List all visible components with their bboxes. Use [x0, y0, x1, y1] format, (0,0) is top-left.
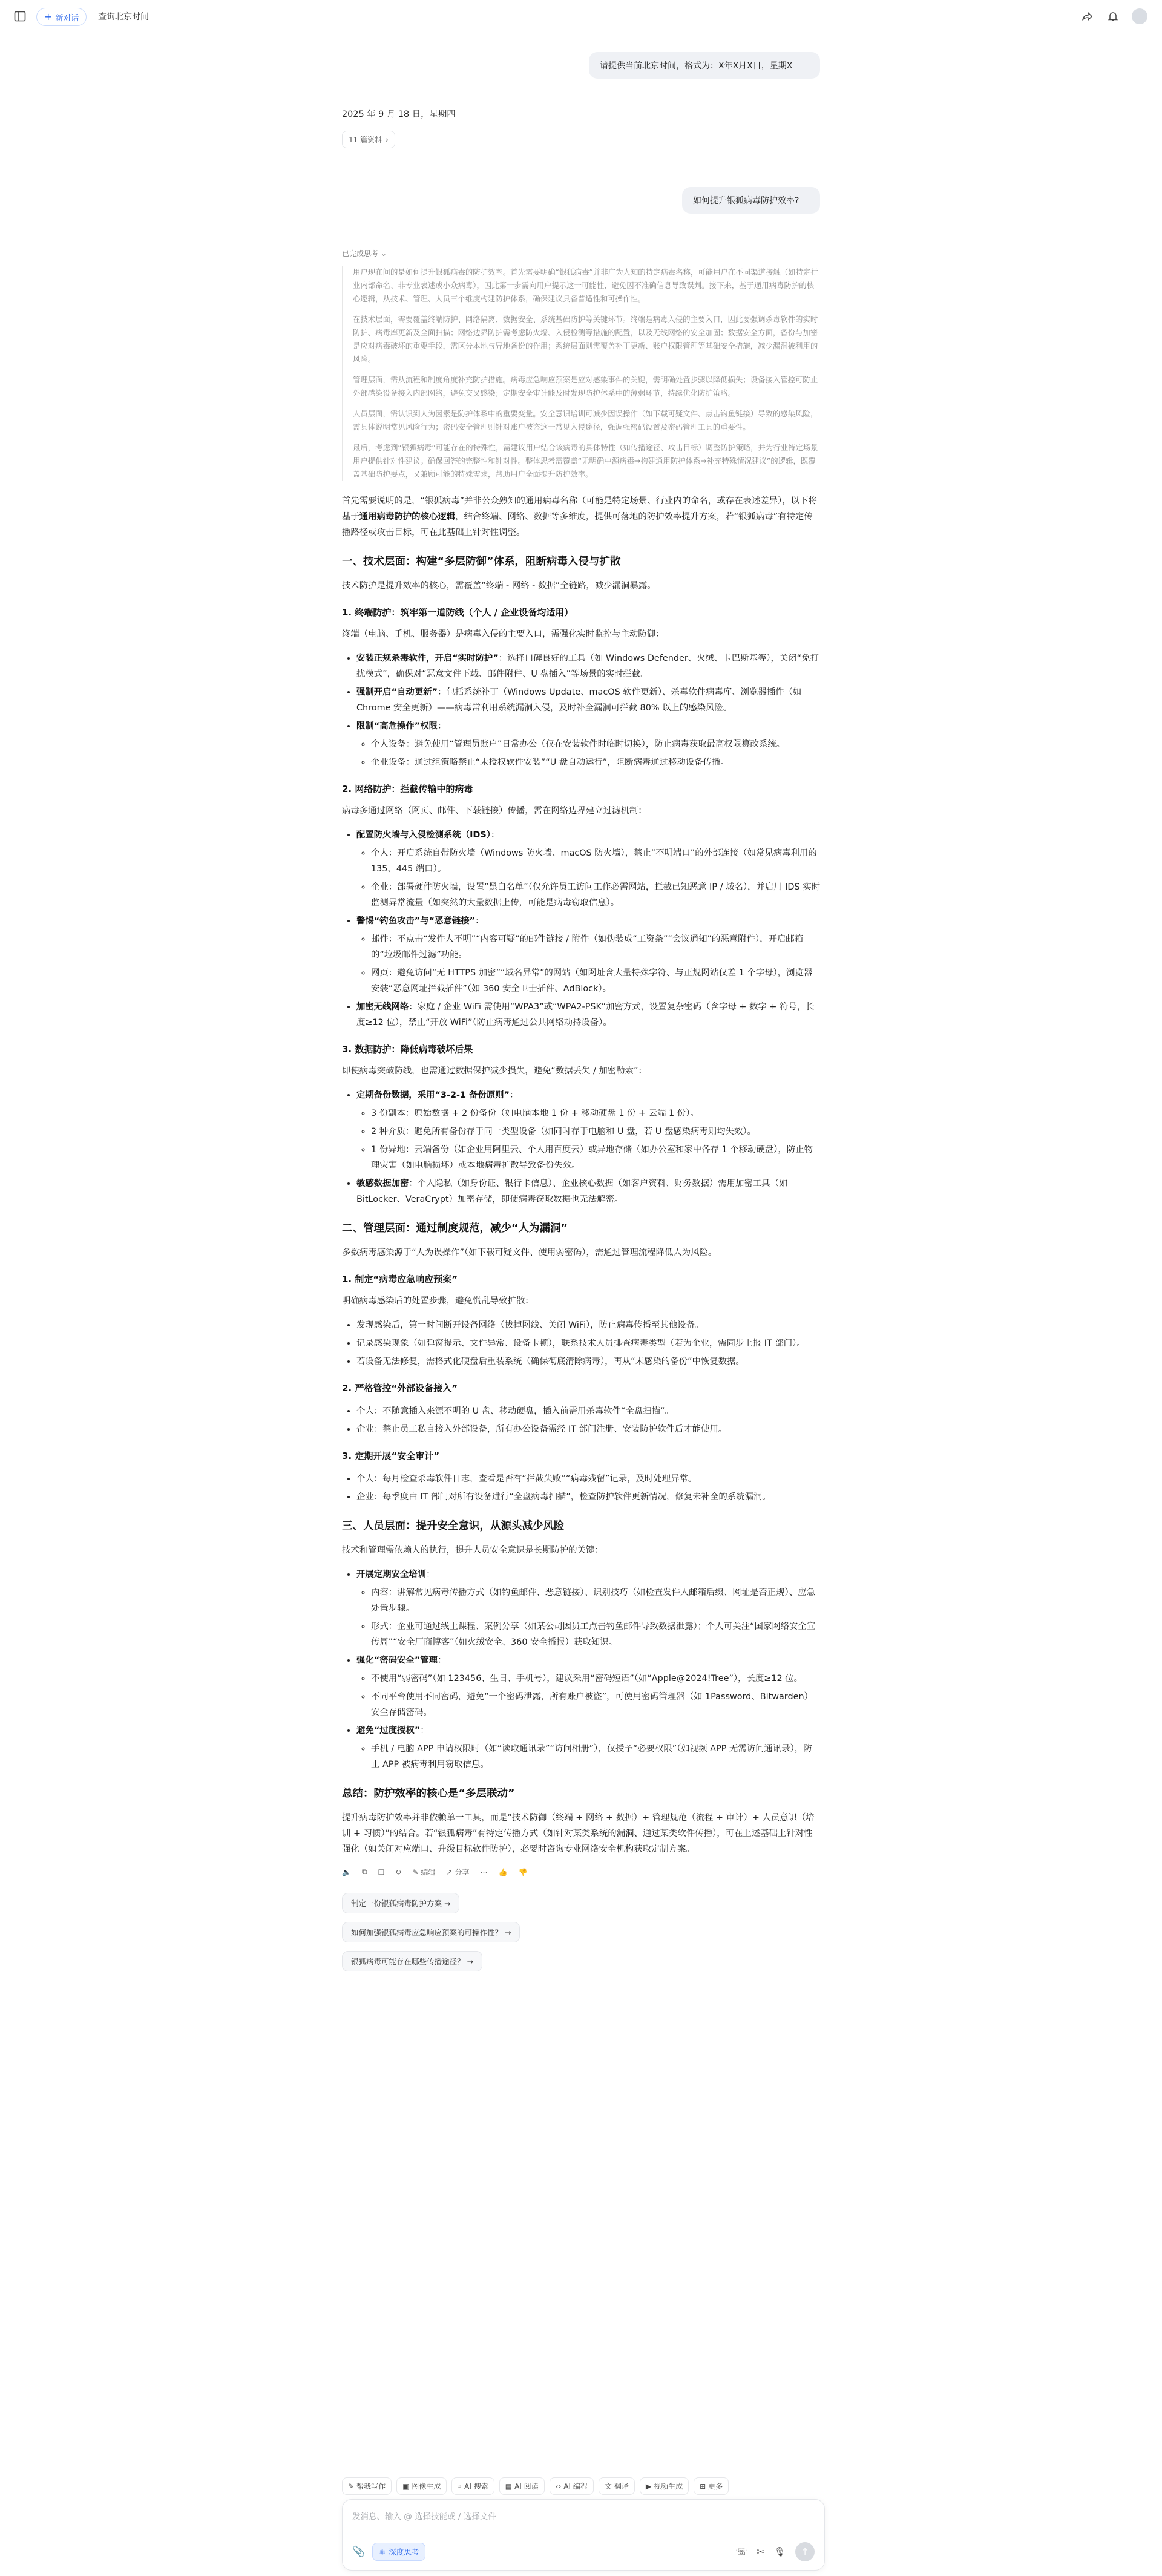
arrow-up-icon: ↑: [801, 2546, 809, 2557]
tool-label: 帮我写作: [356, 2482, 386, 2491]
suggestion-chip[interactable]: [342, 1951, 482, 1971]
bullet-list: [342, 827, 820, 1031]
arrow-right-icon: →: [467, 1957, 473, 1966]
list-item: • 警惕“钓鱼攻击”与“恶意链接”： ◦ 邮件：不点击“发件人不明”“内容可疑”的邮件链接 / 附件（如伪装成“工资条”“会议通知”的恶意附件），开启邮箱的“垃圾邮件过滤”功能。 ◦ 网页：避免访问“无 HTTPS 加密”“域名异常”的网站（如网址含大量特殊字符、与正规网站仅差 1 个字母），浏览器安装“恶意网址拦截插件”（如 360 安全卫士插件、AdBlock）。: [356, 913, 820, 997]
section-heading: 三、人员层面：提升安全意识，从源头减少风险: [342, 1520, 565, 1532]
share-icon[interactable]: [1081, 10, 1094, 23]
sub-list: [356, 1106, 820, 1173]
sub-list-item: ◦ 形式：企业可通过线上课程、案例分享（如某公司因员工点击钓鱼邮件导致数据泄露）；个人可关注“国家网络安全宣传周”“安全厂商博客”（如火绒安全、360 安全播报）获取知识。: [371, 1619, 820, 1650]
user-message: 如何提升银狐病毒防护效率?: [682, 187, 820, 214]
edit-button[interactable]: [412, 1867, 435, 1877]
sub-list-item: ◦ 企业设备：通过组策略禁止“未授权软件安装”“U 盘自动运行”，阻断病毒通过移动设备传播。: [371, 755, 820, 770]
sub-list: [356, 1585, 820, 1650]
sub-list-item: ◦ 网页：避免访问“无 HTTPS 加密”“域名异常”的网站（如网址含大量特殊字符、与正规网站仅差 1 个字母），浏览器安装“恶意网址拦截插件”（如 360 安全卫士插件、AdBlock）。: [371, 965, 820, 997]
list-item: • 限制“高危操作”权限： ◦ 个人设备：避免使用“管理员账户”日常办公（仅在安装软件时临时切换），防止病毒获取最高权限篡改系统。 ◦ 企业设备：通过组策略禁止“未授权软件安装”“U 盘自动运行”，阻断病毒通过移动设备传播。: [356, 718, 820, 770]
section-heading: 二、管理层面：通过制度规范，减少“人为漏洞”: [342, 1222, 568, 1234]
sub-list-item: ◦ 1 份异地：云端备份（如企业用阿里云、个人用百度云）或异地存储（如办公室和家中各存 1 个移动硬盘），防止物理灾害（如电脑损坏）或本地病毒扩散导致备份失效。: [371, 1142, 820, 1173]
send-button[interactable]: [795, 2542, 815, 2561]
message-input-placeholder[interactable]: 发消息、输入 @ 选择技能或 / 选择文件: [352, 2512, 496, 2522]
suggestions: [342, 1893, 820, 1971]
list-item: • 个人：不随意插入来源不明的 U 盘、移动硬盘，插入前需用杀毒软件“全盘扫描”。: [356, 1403, 820, 1419]
subsection-heading: 3. 定期开展“安全审计”: [342, 1450, 440, 1461]
video-icon: ▶: [645, 2482, 652, 2491]
grid-icon: ⊞: [700, 2482, 706, 2491]
tool-more[interactable]: [694, 2477, 729, 2495]
pencil-icon: ✎: [412, 1867, 419, 1876]
list-item: • 安装正规杀毒软件，开启“实时防护”：选择口碑良好的工具（如 Windows Defender、火绒、卡巴斯基等），关闭“免打扰模式”，确保对“恶意文件下载、邮件附件、U 盘插入”等场景的实时拦截。: [356, 651, 820, 682]
list-item: • 强制开启“自动更新”：包括系统补丁（Windows Update、macOS 软件更新）、杀毒软件病毒库、浏览器插件（如 Chrome 安全更新）——病毒常利用系统漏洞入侵，及时补全漏洞可拦截 80% 以上的感染风险。: [356, 684, 820, 716]
tool-label: 图像生成: [412, 2482, 441, 2491]
suggestion-label: 银狐病毒可能存在哪些传播途径？: [351, 1957, 465, 1966]
plus-icon: +: [44, 11, 53, 22]
references-chip[interactable]: [342, 131, 395, 148]
answer-body: [342, 493, 820, 1857]
subsection-desc: 病毒多通过网络（网页、邮件、下载链接）传播，需在网络边界建立过滤机制：: [342, 806, 647, 816]
thinking-paragraph: 用户现在问的是如何提升银狐病毒的防护效率。首先需要明确“银狐病毒”并非广为人知的特定病毒名称，可能用户在不同渠道接触（如特定行业内部命名、非专业表述或小众病毒），因此第一步需向用户提示这一可能性，避免因不准确信息导致误判。接下来，基于通用病毒防护的核心逻辑，从技术、管理、人员三个维度构建防护体系，确保建议具备普适性和可操作性。: [353, 267, 818, 303]
image-icon: ▣: [402, 2482, 410, 2491]
summary-text: 提升病毒防护效率并非依赖单一工具，而是“技术防御（终端 + 网络 + 数据）+ 管理规范（流程 + 审计）+ 人员意识（培训 + 习惯）”的结合。若“银狐病毒”有特定传播方式（如针对某类系统的漏洞、通过某类软件传播），可在上述基础上针对性强化（如关闭对应端口、升级目标软件防护），必要时咨询专业网络安全机构获取定制方案。: [342, 1813, 815, 1854]
arrow-right-icon: →: [505, 1928, 511, 1937]
suggestion-chip[interactable]: [342, 1922, 520, 1942]
list-item: • 加密无线网络：家庭 / 企业 WiFi 需使用“WPA3”或“WPA2-PSK”加密方式，设置复杂密码（含字母 + 数字 + 符号，长度≥12 位），禁止“开放 WiFi”（防止病毒通过公共网络劫持设备）。: [356, 999, 820, 1031]
assistant-message: [342, 107, 820, 148]
chevron-down-icon: ⌄: [381, 249, 387, 258]
suggestion-label: 如何加强银狐病毒应急响应预案的可操作性？: [351, 1928, 503, 1937]
share-button[interactable]: [446, 1867, 469, 1877]
thinking-paragraph: 在技术层面，需要覆盖终端防护、网络隔离、数据安全、系统基础防护等关键环节。终端是病毒入侵的主要入口，因此要强调杀毒软件的实时防护、病毒库更新及全面扫描；网络边界防护需考虑防火墙、入侵检测等措施的配置，以及无线网络的安全加固；数据安全方面，备份与加密是应对病毒破坏的重要手段，需区分本地与异地备份的作用；系统层面则需覆盖补丁更新、账户权限管理等基础安全措施，减少漏洞被利用的风险。: [353, 315, 818, 364]
tool-translate[interactable]: [599, 2477, 635, 2495]
thumbs-up-icon[interactable]: 👍: [498, 1867, 508, 1876]
share-icon: ↗: [446, 1867, 453, 1876]
list-item: • 强化“密码安全”管理： ◦ 不使用“弱密码”（如 123456、生日、手机号），建议采用“密码短语”（如“Apple@2024!Tree”），长度≥12 位。 ◦ 不同平台使用不同密码，避免“一个密码泄露，所有账户被盗”，可使用密码管理器（如 1Password、Bitwarden）安全存储密码。: [356, 1653, 820, 1720]
subsection-desc: 终端（电脑、手机、服务器）是病毒入侵的主要入口，需强化实时监控与主动防御：: [342, 629, 665, 639]
speaker-icon[interactable]: 🔈: [342, 1867, 351, 1876]
reply-date: 2025 年 9 月 18 日，星期四: [342, 110, 456, 119]
bullet-list: [342, 1471, 820, 1505]
skill-toolbar: [342, 2477, 729, 2495]
subsection-heading: 1. 终端防护：筑牢第一道防线（个人 / 企业设备均适用）: [342, 607, 574, 618]
message-actions: [342, 1867, 820, 1877]
tool-label: 视频生成: [654, 2482, 683, 2491]
code-icon: ‹›: [555, 2482, 562, 2491]
sub-list-item: ◦ 2 种介质：避免所有备份存于同一类型设备（如同时存于电脑和 U 盘，若 U 盘感染病毒则均失效）。: [371, 1124, 820, 1139]
sidebar-toggle-icon[interactable]: [13, 10, 27, 23]
assistant-answer: [342, 248, 820, 1980]
list-item: • 配置防火墙与入侵检测系统（IDS）： ◦ 个人：开启系统自带防火墙（Windows 防火墙、macOS 防火墙），禁止“不明端口”的外部连接（如常见病毒利用的 135、445 端口）。 ◦ 企业：部署硬件防火墙，设置“黑白名单”（仅允许员工访问工作必需网站，拦截已知恶意 IP / 域名），并启用 IDS 实时监测异常流量（如突然的大量数据上传，可能是病毒窃取信息）。: [356, 827, 820, 911]
bullet-list: [342, 1567, 820, 1772]
share-label: 分享: [455, 1868, 470, 1876]
list-item: • 企业：禁止员工私自接入外部设备，所有办公设备需经 IT 部门注册、安装防护软件后才能使用。: [356, 1421, 820, 1437]
arrow-right-icon: →: [444, 1899, 451, 1908]
tool-ai-coding[interactable]: [550, 2477, 594, 2495]
list-item: • 若设备无法修复，需格式化硬盘后重装系统（确保彻底清除病毒），再从“未感染的备份”中恢复数据。: [356, 1354, 820, 1369]
subsection-heading: 3. 数据防护：降低病毒破坏后果: [342, 1044, 473, 1055]
section-heading: 一、技术层面：构建“多层防御”体系，阻断病毒入侵与扩散: [342, 556, 621, 568]
subsection-heading: 1. 制定“病毒应急响应预案”: [342, 1274, 458, 1285]
new-chat-button[interactable]: [36, 8, 87, 26]
summary-heading: 总结：防护效率的核心是“多层联动”: [342, 1788, 515, 1800]
chat-title: 查询北京时间: [98, 12, 149, 22]
deep-think-toggle[interactable]: [372, 2543, 425, 2561]
bullet-list: [342, 651, 820, 770]
input-actions: [736, 2542, 815, 2561]
sub-list: [356, 736, 820, 770]
section-desc: 技术和管理需依赖人的执行，提升人员安全意识是长期防护的关键：: [342, 1545, 603, 1555]
thinking-header: 已完成思考: [342, 249, 379, 258]
tool-label: AI 阅读: [514, 2482, 539, 2491]
thinking-content: [342, 266, 820, 481]
sub-list-item: ◦ 手机 / 电脑 APP 申请权限时（如“读取通讯录”“访问相册”），仅授予“必要权限”（如视频 APP 无需访问通讯录），防止 APP 被病毒利用窃取信息。: [371, 1741, 820, 1772]
sub-list: [356, 845, 820, 911]
new-chat-label: 新对话: [55, 13, 79, 23]
deep-think-label: 深度思考: [389, 2548, 419, 2557]
answer-intro: [342, 493, 820, 540]
tool-writing[interactable]: [342, 2477, 392, 2495]
sub-list: [356, 1741, 820, 1772]
microphone-icon[interactable]: 🎙: [773, 2546, 786, 2557]
bookmark-icon[interactable]: ☐: [378, 1867, 385, 1876]
thinking-toggle[interactable]: [342, 248, 820, 258]
section-desc: 多数病毒感染源于“人为误操作”（如下载可疑文件、使用弱密码），需通过管理流程降低人为风险。: [342, 1248, 717, 1257]
copy-icon[interactable]: ⧉: [361, 1867, 367, 1876]
sub-list-item: ◦ 内容：讲解常见病毒传播方式（如钓鱼邮件、恶意链接）、识别技巧（如检查发件人邮箱后缀、网址是否正规）、应急处置步骤。: [371, 1585, 820, 1616]
list-item: • 开展定期安全培训： ◦ 内容：讲解常见病毒传播方式（如钓鱼邮件、恶意链接）、识别技巧（如检查发件人邮箱后缀、网址是否正规）、应急处置步骤。 ◦ 形式：企业可通过线上课程、案例分享（如某公司因员工点击钓鱼邮件导致数据泄露）；个人可关注“国家网络安全宣传周”“安全厂商博客”（如火绒安全、360 安全播报）获取知识。: [356, 1567, 820, 1650]
translate-icon: 文: [604, 2482, 612, 2491]
edit-label: 编辑: [421, 1868, 436, 1876]
avatar[interactable]: [1132, 8, 1147, 24]
sub-list-item: ◦ 企业：部署硬件防火墙，设置“黑白名单”（仅允许员工访问工作必需网站，拦截已知恶意 IP / 域名），并启用 IDS 实时监测异常流量（如突然的大量数据上传，可能是病毒窃取信息）。: [371, 879, 820, 911]
tool-ai-search[interactable]: [451, 2477, 494, 2495]
attach-icon[interactable]: 📎: [352, 2546, 366, 2558]
input-toolbar: [352, 2542, 815, 2561]
subsection-desc: 明确病毒感染后的处置步骤，避免慌乱导致扩散：: [342, 1296, 534, 1306]
list-item: • 避免“过度授权”： ◦ 手机 / 电脑 APP 申请权限时（如“读取通讯录”“访问相册”），仅授予“必要权限”（如视频 APP 无需访问通讯录），防止 APP 被病毒利用窃取信息。: [356, 1723, 820, 1772]
bullet-list: [342, 1087, 820, 1207]
bullet-list: [342, 1403, 820, 1437]
message-input-box[interactable]: [342, 2499, 825, 2571]
atom-icon: ⚛: [379, 2547, 386, 2557]
thinking-paragraph: 最后，考虑到“银狐病毒”可能存在的特殊性，需建议用户结合该病毒的具体特性（如传播途径、攻击目标）调整防护策略，并为行业特定场景用户提供针对性建议。确保回答的完整性和针对性。整体思考需覆盖“无明确中源病毒→构建通用防护体系→补充特殊情况建议”的逻辑，既覆盖基础防护要点，又兼顾可能的特殊需求，帮助用户全面提升防护效率。: [353, 443, 818, 479]
list-item: • 定期备份数据，采用“3-2-1 备份原则”： ◦ 3 份副本：原始数据 + 2 份备份（如电脑本地 1 份 + 移动硬盘 1 份 + 云端 1 份）。 ◦ 2 种介质：避免所有备份存于同一类型设备（如同时存于电脑和 U 盘，若 U 盘感染病毒则均失效）。 ◦ 1 份异地：云端备份（如企业用阿里云、个人用百度云）或异地存储（如办公室和家中各存 1 个移动硬盘），防止物理灾害（如电脑损坏）或本地病毒扩散导致备份失效。: [356, 1087, 820, 1173]
section-desc: 技术防护是提升效率的核心，需覆盖“终端 - 网络 - 数据”全链路，减少漏洞暴露。: [342, 581, 656, 591]
tool-label: 更多: [708, 2482, 723, 2491]
search-icon: ⌕: [458, 2482, 462, 2490]
tool-label: 翻译: [614, 2482, 629, 2491]
subsection-heading: 2. 严格管控“外部设备接入”: [342, 1383, 458, 1394]
list-item: • 记录感染现象（如弹窗提示、文件异常、设备卡顿），联系技术人员排查病毒类型（若为企业，需同步上报 IT 部门）。: [356, 1336, 820, 1351]
top-bar-actions: [1081, 8, 1147, 24]
subsection-desc: 即使病毒突破防线，也需通过数据保护减少损失，避免“数据丢失 / 加密勒索”：: [342, 1066, 647, 1076]
bullet-list: [342, 1317, 820, 1369]
top-bar: [0, 0, 1162, 34]
book-icon: ▤: [505, 2482, 513, 2491]
tool-video-gen[interactable]: [640, 2477, 689, 2495]
sub-list: [356, 931, 820, 997]
suggestion-label: 制定一份银狐病毒防护方案: [351, 1899, 442, 1908]
bell-icon[interactable]: [1106, 10, 1120, 23]
intro-text: 首先需要说明的是，“银狐病毒”并非公众熟知的通用病毒名称（可能是特定场景、行业内的命名，或存在表述差异），以下将基于: [342, 496, 817, 522]
regenerate-icon[interactable]: ↻: [395, 1867, 402, 1876]
call-icon[interactable]: ☏: [735, 2546, 747, 2557]
sub-list-item: ◦ 3 份副本：原始数据 + 2 份备份（如电脑本地 1 份 + 移动硬盘 1 份 + 云端 1 份）。: [371, 1106, 820, 1121]
sub-list-item: ◦ 个人：开启系统自带防火墙（Windows 防火墙、macOS 防火墙），禁止“不明端口”的外部连接（如常见病毒利用的 135、445 端口）。: [371, 845, 820, 877]
tool-label: AI 编程: [563, 2482, 588, 2491]
sub-list-item: ◦ 个人设备：避免使用“管理员账户”日常办公（仅在安装软件时临时切换），防止病毒获取最高权限篡改系统。: [371, 736, 820, 752]
list-item: • 企业：每季度由 IT 部门对所有设备进行“全盘病毒扫描”，检查防护软件更新情况，修复未补全的系统漏洞。: [356, 1489, 820, 1505]
thumbs-down-icon[interactable]: 👎: [518, 1867, 528, 1876]
sub-list-item: ◦ 不使用“弱密码”（如 123456、生日、手机号），建议采用“密码短语”（如“Apple@2024!Tree”），长度≥12 位。: [371, 1671, 820, 1686]
intro-text: ，结合终端、网络、数据等多维度，提供可落地的防护效率提升方案，若“银狐病毒”有特定传播路径或攻击目标，可在此基础上针对性调整。: [342, 512, 813, 537]
thinking-paragraph: 人员层面，需认识到人为因素是防护体系中的重要变量。安全意识培训可减少因误操作（如下载可疑文件、点击钓鱼链接）导致的感染风险，需具体说明常见风险行为；密码安全管理则针对账户被盗这一常见入侵途径，强调强密码设置及密码管理工具的重要性。: [353, 409, 818, 431]
more-icon[interactable]: ⋯: [480, 1867, 488, 1876]
thinking-paragraph: 管理层面，需从流程和制度角度补充防护措施。病毒应急响应预案是应对感染事件的关键，需明确处置步骤以降低损失；设备接入管控可防止外部感染设备接入内部网络，避免交叉感染；定期安全审计能及时发现防护体系中的薄弱环节，持续优化防护策略。: [353, 375, 818, 398]
pen-icon: ✎: [348, 2482, 355, 2491]
list-item: • 个人：每月检查杀毒软件日志，查看是否有“拦截失败”“病毒残留”记录，及时处理异常。: [356, 1471, 820, 1487]
list-item: • 敏感数据加密：个人隐私（如身份证、银行卡信息）、企业核心数据（如客户资料、财务数据）需用加密工具（如 BitLocker、VeraCrypt）加密存储，即使病毒窃取数据也无法解密。: [356, 1176, 820, 1207]
user-message: 请提供当前北京时间，格式为：X年X月X日，星期X: [589, 52, 820, 79]
intro-bold: 通用病毒防护的核心逻辑: [359, 512, 456, 522]
list-item: • 发现感染后，第一时间断开设备网络（拔掉网线、关闭 WiFi），防止病毒传播至其他设备。: [356, 1317, 820, 1333]
tool-image-gen[interactable]: [396, 2477, 447, 2495]
references-label: 11 篇资料: [349, 136, 382, 144]
sub-list-item: ◦ 邮件：不点击“发件人不明”“内容可疑”的邮件链接 / 附件（如伪装成“工资条”“会议通知”的恶意附件），开启邮箱的“垃圾邮件过滤”功能。: [371, 931, 820, 963]
sub-list-item: ◦ 不同平台使用不同密码，避免“一个密码泄露，所有账户被盗”，可使用密码管理器（如 1Password、Bitwarden）安全存储密码。: [371, 1689, 820, 1720]
subsection-heading: 2. 网络防护：拦截传输中的病毒: [342, 784, 473, 795]
sub-list: [356, 1671, 820, 1720]
chevron-right-icon: ›: [386, 135, 389, 144]
suggestion-chip[interactable]: [342, 1893, 459, 1913]
tool-label: AI 搜索: [464, 2482, 488, 2491]
tool-ai-reading[interactable]: [499, 2477, 545, 2495]
scissors-icon[interactable]: ✂: [757, 2546, 764, 2557]
